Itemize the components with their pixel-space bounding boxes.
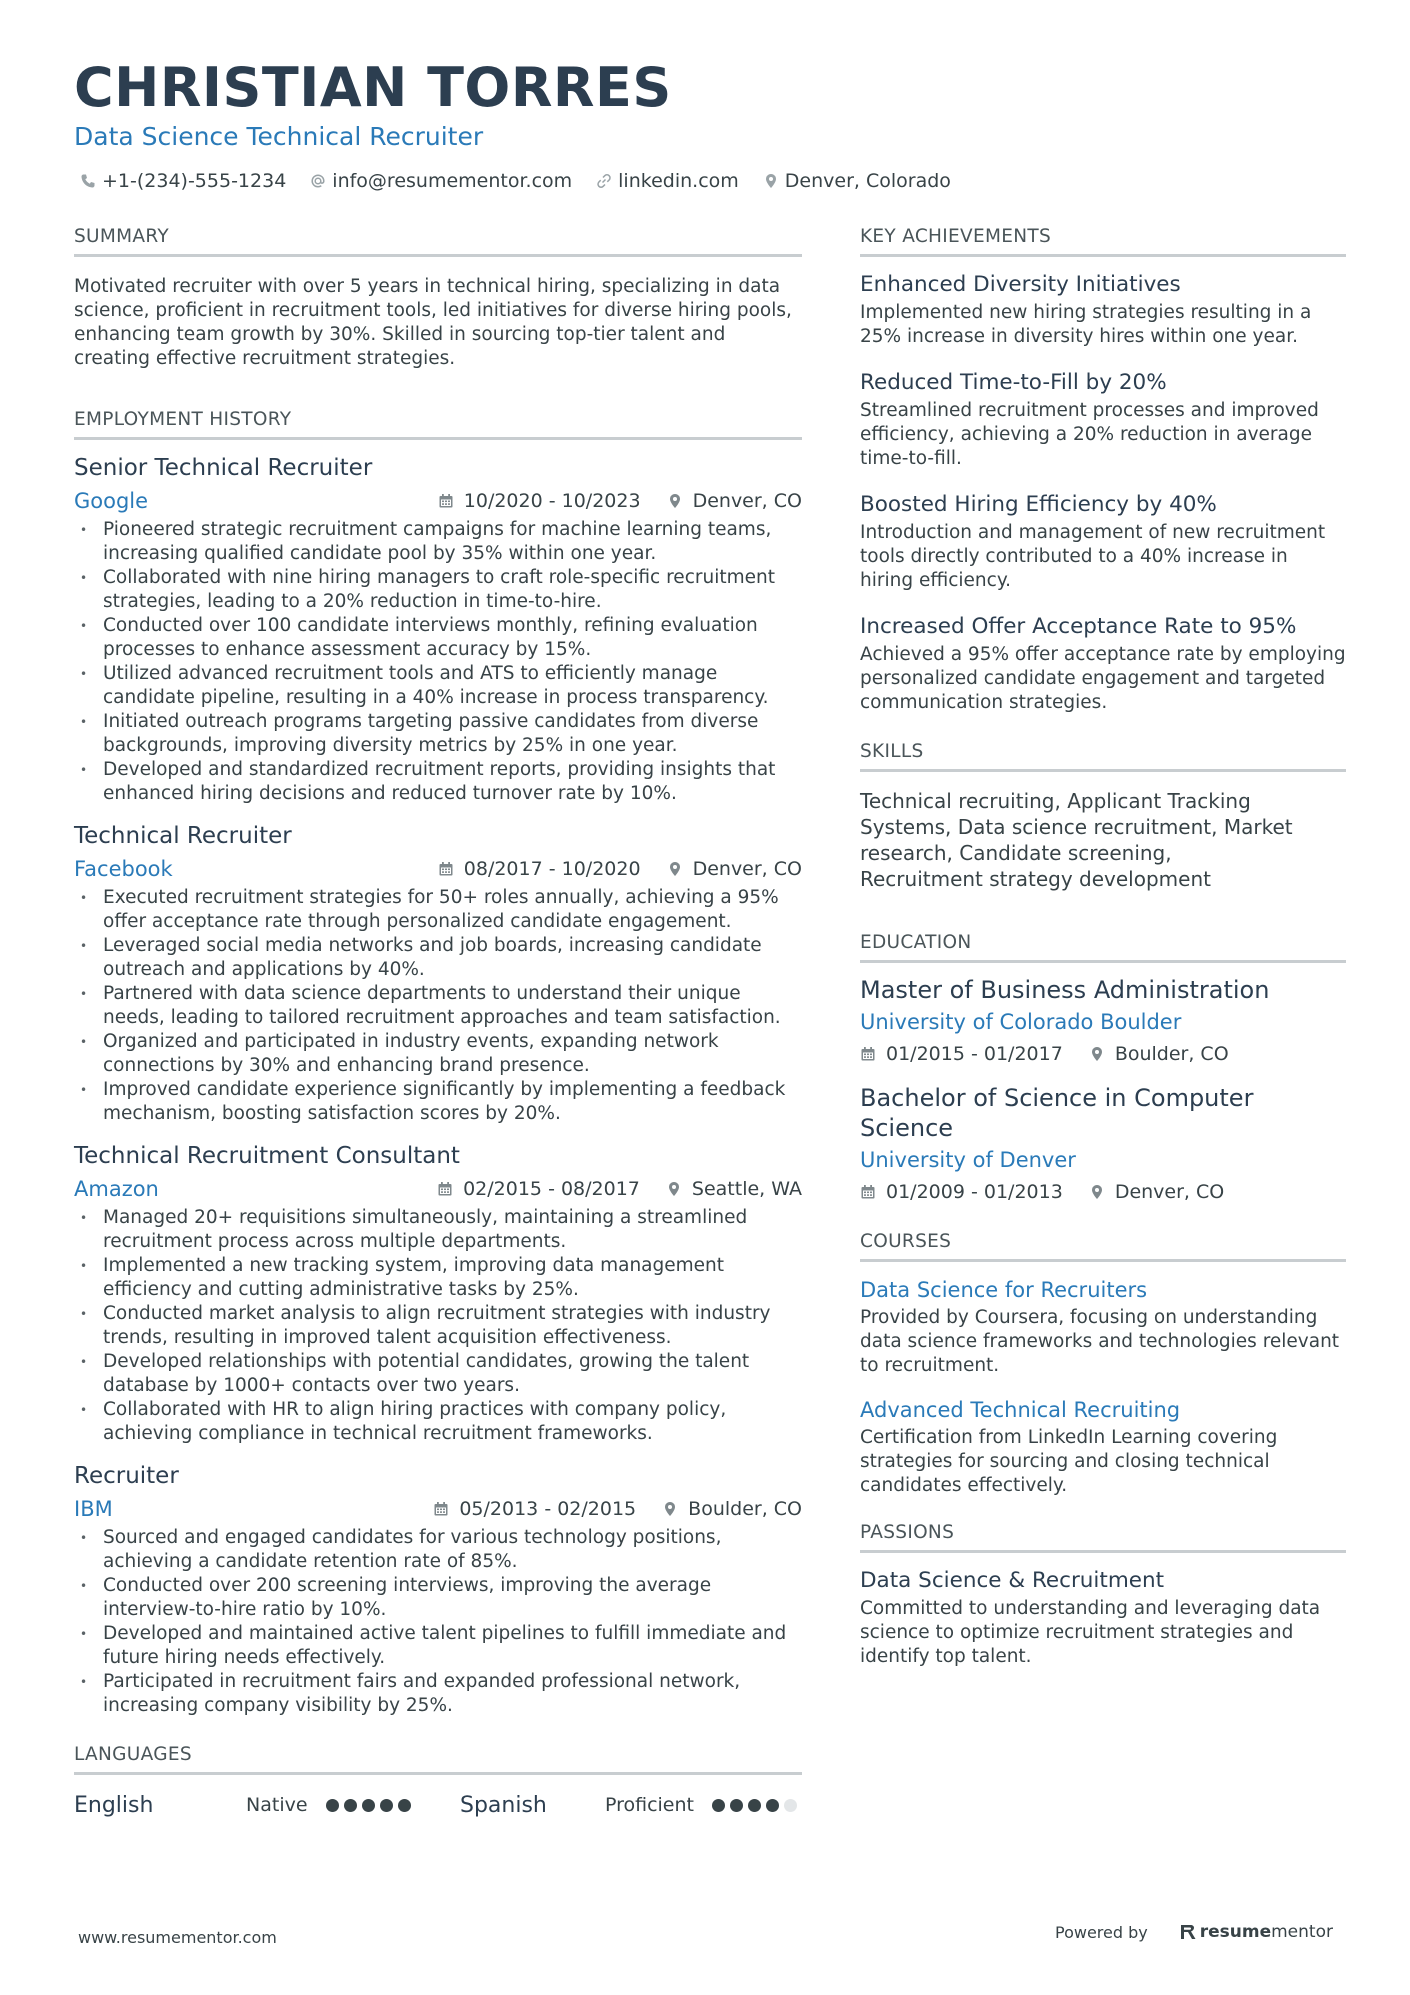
rating-dot-empty	[784, 1799, 797, 1812]
job-meta	[74, 484, 802, 518]
location-text: Seattle, WA	[691, 1178, 802, 1200]
contact-phone[interactable]	[80, 170, 286, 192]
bullet-item: • Leveraged social media networks and job boards, increasing candidate outreach and applications by 40%.	[74, 934, 802, 982]
achievement-text: Introduction and management of new recruitment tools directly contributed to a 40% increase in hiring efficiency.	[860, 522, 1326, 591]
location-text: Denver, CO	[1114, 1181, 1225, 1203]
contact-location	[763, 170, 951, 192]
location-text: Boulder, CO	[1114, 1043, 1229, 1065]
job-title: Technical Recruiter	[74, 823, 292, 849]
education-school: University of Colorado Boulder	[860, 1010, 1182, 1034]
resumementor-logo-icon	[1178, 1923, 1196, 1941]
location-text: Boulder, CO	[688, 1498, 802, 1520]
calendar-icon	[438, 493, 454, 509]
brand-bold: resume	[1199, 1922, 1272, 1942]
job-location	[662, 1498, 802, 1520]
footer-website[interactable]: www.resumementor.com	[78, 1928, 277, 1947]
passion-text: Committed to understanding and leveraging data science to optimize recruitment strategies and identify top talent.	[860, 1598, 1321, 1667]
education-meta	[860, 1039, 1346, 1069]
language-level: Native	[246, 1794, 308, 1816]
job-dates	[438, 490, 641, 512]
passions-heading: PASSIONS	[860, 1522, 1346, 1553]
education-heading: EDUCATION	[860, 932, 1346, 963]
employment-section	[74, 409, 802, 1718]
job-dates	[437, 1178, 640, 1200]
skills-section	[860, 741, 1346, 892]
job-meta-right	[412, 858, 802, 880]
rating-dot-filled	[380, 1799, 393, 1812]
language-name: English	[74, 1792, 154, 1818]
map-pin-icon	[667, 861, 683, 877]
achievement-text: Implemented new hiring strategies resulting in a 25% increase in diversity hires within one year.	[860, 302, 1312, 347]
job-dates	[438, 858, 641, 880]
passions-section	[860, 1522, 1346, 1669]
rating-dot-filled	[730, 1799, 743, 1812]
calendar-icon	[433, 1501, 449, 1517]
job-meta	[74, 852, 802, 886]
job-location	[667, 858, 802, 880]
achievement-title: Enhanced Diversity Initiatives	[860, 272, 1181, 297]
brand-light: mentor	[1271, 1922, 1333, 1942]
bullet-item: • Executed recruitment strategies for 50+ roles annually, achieving a 95% offer acceptance rate through personalized candidate engagement.	[74, 886, 802, 934]
rating-dot-filled	[344, 1799, 357, 1812]
brand-logo[interactable]	[1178, 1922, 1333, 1942]
company-name: Google	[74, 489, 149, 513]
job-meta	[74, 1172, 802, 1206]
bullet-item: • Initiated outreach programs targeting passive candidates from diverse backgrounds, improving diversity metrics by 25% in one year.	[74, 710, 802, 758]
dates-text: 05/2013 - 02/2015	[459, 1498, 637, 1520]
bullet-item: • Conducted over 100 candidate interviews monthly, refining evaluation processes to enhance assessment accuracy by 15%.	[74, 614, 802, 662]
dates-text: 01/2009 - 01/2013	[886, 1181, 1063, 1203]
job-meta-right	[411, 1178, 802, 1200]
job-bullets	[74, 1206, 802, 1446]
education-dates	[860, 1043, 1063, 1065]
location-text: Denver, CO	[692, 490, 802, 512]
job-meta-right	[407, 1498, 802, 1520]
rating-dot-filled	[398, 1799, 411, 1812]
job-entry	[74, 1460, 802, 1718]
linkedin-text: linkedin.com	[618, 170, 739, 192]
company-name: Facebook	[74, 857, 173, 881]
job-title: Technical Recruitment Consultant	[74, 1143, 460, 1169]
achievement-text: Streamlined recruitment processes and improved efficiency, achieving a 20% reduction in average time-to-fill.	[860, 400, 1319, 469]
rating-dot-filled	[712, 1799, 725, 1812]
bullet-item: • Partnered with data science departments to understand their unique needs, leading to tailored recruitment approaches and team satisfaction.	[74, 982, 802, 1030]
candidate-title: Data Science Technical Recruiter	[74, 122, 484, 151]
achievement-title: Increased Offer Acceptance Rate to 95%	[860, 614, 1297, 639]
course-title: Advanced Technical Recruiting	[860, 1398, 1181, 1422]
map-pin-icon	[667, 493, 683, 509]
bullet-item: • Sourced and engaged candidates for various technology positions, achieving a candidate retention rate of 85%.	[74, 1526, 802, 1574]
education-location	[1089, 1181, 1224, 1203]
job-dates	[433, 1498, 636, 1520]
bullet-item: • Developed and standardized recruitment reports, providing insights that enhanced hiring decisions and reduced turnover rate by 10%.	[74, 758, 802, 806]
bullet-item: • Collaborated with nine hiring managers to craft role-specific recruitment strategies, leading to a 20% reduction in time-to-hire.	[74, 566, 802, 614]
contact-bar	[80, 170, 975, 192]
map-pin-icon	[1089, 1046, 1105, 1062]
course-item	[860, 1394, 1346, 1498]
footer-branding	[1055, 1922, 1333, 1942]
job-bullets	[74, 518, 802, 806]
achievement-item	[860, 367, 1346, 471]
job-location	[666, 1178, 802, 1200]
achievement-title: Reduced Time-to-Fill by 20%	[860, 370, 1167, 395]
languages-heading: LANGUAGES	[74, 1744, 802, 1775]
language-name: Spanish	[460, 1792, 547, 1818]
rating-dot-filled	[766, 1799, 779, 1812]
powered-by-text: Powered by	[1055, 1922, 1148, 1942]
map-pin-icon	[662, 1501, 678, 1517]
education-dates	[860, 1181, 1063, 1203]
achievements-section	[860, 226, 1346, 715]
bullet-item: • Pioneered strategic recruitment campaigns for machine learning teams, increasing qualified candidate pool by 35% within one year.	[74, 518, 802, 566]
map-pin-icon	[666, 1181, 682, 1197]
education-item	[860, 975, 1346, 1069]
dates-text: 08/2017 - 10/2020	[463, 858, 641, 880]
summary-section	[74, 226, 802, 371]
rating-dot-filled	[748, 1799, 761, 1812]
dates-text: 10/2020 - 10/2023	[463, 490, 641, 512]
job-location	[667, 490, 802, 512]
education-degree: Master of Business Administration	[860, 976, 1270, 1004]
location-text: Denver, Colorado	[784, 170, 951, 192]
achievement-item	[860, 269, 1346, 349]
job-meta-right	[412, 490, 802, 512]
languages-row	[74, 1787, 802, 1823]
employment-heading: EMPLOYMENT HISTORY	[74, 409, 802, 440]
course-title: Data Science for Recruiters	[860, 1278, 1148, 1302]
bullet-item: • Conducted over 200 screening interviews, improving the average interview-to-hire ratio by 10%.	[74, 1574, 802, 1622]
achievement-text: Achieved a 95% offer acceptance rate by employing personalized candidate engagement and targeted communication strategies.	[860, 644, 1346, 713]
education-degree: Bachelor of Science in Computer Science	[860, 1084, 1254, 1142]
left-column	[74, 226, 802, 1823]
candidate-name: CHRISTIAN TORRES	[74, 56, 672, 119]
calendar-icon	[860, 1046, 876, 1062]
job-title: Senior Technical Recruiter	[74, 455, 373, 481]
summary-text: Motivated recruiter with over 5 years in technical hiring, specializing in data science, proficient in recruitment tools, led initiatives for diverse hiring pools, enhancing team growth by 30%. Skilled in sourcing top-tier talent and creating effective recruitment strategies.	[74, 276, 792, 369]
job-entry	[74, 1140, 802, 1446]
bullet-item: • Organized and participated in industry events, expanding network connections by 30% and enhancing brand presence.	[74, 1030, 802, 1078]
bullet-item: • Managed 20+ requisitions simultaneously, maintaining a streamlined recruitment process across multiple departments.	[74, 1206, 802, 1254]
bullet-item: • Improved candidate experience significantly by implementing a feedback mechanism, boosting satisfaction scores by 20%.	[74, 1078, 802, 1126]
course-text: Certification from LinkedIn Learning covering strategies for sourcing and closing technical candidates effectively.	[860, 1427, 1278, 1496]
job-bullets	[74, 1526, 802, 1718]
education-item	[860, 1083, 1346, 1207]
job-meta	[74, 1492, 802, 1526]
bullet-item: • Implemented a new tracking system, improving data management efficiency and cutting administrative tasks by 25%.	[74, 1254, 802, 1302]
bullet-item: • Utilized advanced recruitment tools and ATS to efficiently manage candidate pipeline, resulting in a 40% increase in process transparency.	[74, 662, 802, 710]
education-location	[1089, 1043, 1229, 1065]
passion-item	[860, 1565, 1346, 1669]
dates-text: 02/2015 - 08/2017	[463, 1178, 640, 1200]
bullet-item: • Developed and maintained active talent pipelines to fulfill immediate and future hiring needs effectively.	[74, 1622, 802, 1670]
bullet-item: • Developed relationships with potential candidates, growing the talent database by 1000+ contacts over two years.	[74, 1350, 802, 1398]
map-pin-icon	[1089, 1184, 1105, 1200]
education-section	[860, 932, 1346, 1207]
language-level: Proficient	[604, 1794, 694, 1816]
dates-text: 01/2015 - 01/2017	[886, 1043, 1063, 1065]
bullet-item: • Collaborated with HR to align hiring practices with company policy, achieving compliance in technical recruitment frameworks.	[74, 1398, 802, 1446]
job-bullets	[74, 886, 802, 1126]
map-pin-icon	[763, 173, 779, 189]
language-rating	[712, 1799, 802, 1812]
contact-email[interactable]	[310, 170, 572, 192]
calendar-icon	[437, 1181, 453, 1197]
location-text: Denver, CO	[692, 858, 802, 880]
contact-linkedin[interactable]	[596, 170, 739, 192]
languages-section	[74, 1744, 802, 1823]
company-name: Amazon	[74, 1177, 159, 1201]
company-name: IBM	[74, 1497, 113, 1521]
passion-title: Data Science & Recruitment	[860, 1568, 1165, 1593]
at-icon	[310, 173, 326, 189]
bullet-item: • Participated in recruitment fairs and expanded professional network, increasing company visibility by 25%.	[74, 1670, 802, 1718]
job-entry	[74, 452, 802, 806]
course-text: Provided by Coursera, focusing on understanding data science frameworks and technologies relevant to recruitment.	[860, 1307, 1340, 1376]
link-icon	[596, 173, 612, 189]
job-title: Recruiter	[74, 1463, 179, 1489]
achievement-item	[860, 611, 1346, 715]
calendar-icon	[860, 1184, 876, 1200]
education-meta	[860, 1177, 1346, 1207]
achievements-heading: KEY ACHIEVEMENTS	[860, 226, 1346, 257]
achievement-item	[860, 489, 1346, 593]
achievement-title: Boosted Hiring Efficiency by 40%	[860, 492, 1217, 517]
phone-text: +1-(234)-555-1234	[102, 170, 287, 192]
course-item	[860, 1274, 1346, 1378]
courses-heading: COURSES	[860, 1231, 1346, 1262]
language-rating	[326, 1799, 428, 1812]
education-school: University of Denver	[860, 1148, 1076, 1172]
courses-section	[860, 1231, 1346, 1498]
summary-heading: SUMMARY	[74, 226, 802, 257]
job-entry	[74, 820, 802, 1126]
calendar-icon	[438, 861, 454, 877]
email-text: info@resumementor.com	[332, 170, 573, 192]
bullet-item: • Conducted market analysis to align recruitment strategies with industry trends, resulting in improved talent acquisition effectiveness.	[74, 1302, 802, 1350]
skills-text: Technical recruiting, Applicant Tracking Systems, Data science recruitment, Market research, Candidate screening, Recruitment strategy development	[860, 789, 1293, 891]
phone-icon	[80, 173, 96, 189]
skills-heading: SKILLS	[860, 741, 1346, 772]
rating-dot-filled	[362, 1799, 375, 1812]
rating-dot-filled	[326, 1799, 339, 1812]
right-column	[860, 226, 1346, 1687]
